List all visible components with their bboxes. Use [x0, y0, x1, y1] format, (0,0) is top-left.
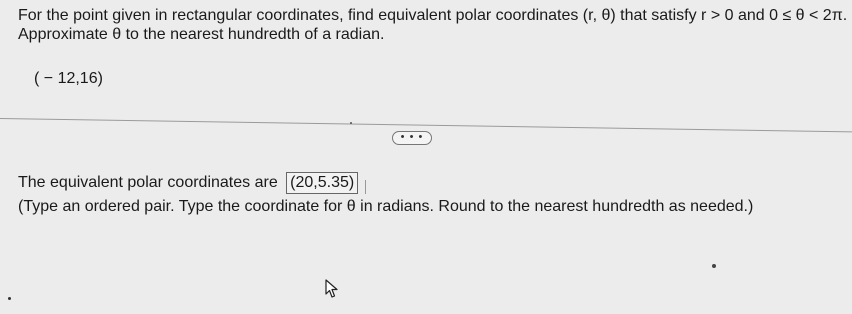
answer-prefix: The equivalent polar coordinates are: [18, 174, 278, 191]
question-text: [18, 6, 848, 44]
stray-dot: [350, 122, 352, 124]
question-line-2: Approximate θ to the nearest hundredth of a radian.: [18, 26, 385, 43]
stray-dot: [712, 264, 716, 268]
question-line-1: For the point given in rectangular coordinates, find equivalent polar coordinates (r, θ) that satisfy r > 0 and 0 ≤ θ < 2π.: [18, 7, 848, 24]
expand-more-button[interactable]: • • •: [392, 131, 432, 145]
instruction-text: (Type an ordered pair. Type the coordinate for θ in radians. Round to the nearest hundredth as needed.): [18, 198, 754, 215]
given-point: ( − 12,16): [34, 70, 103, 87]
stray-dot: [8, 297, 11, 300]
answer-line: [18, 172, 369, 194]
text-cursor: [365, 180, 369, 194]
answer-input[interactable]: (20,5.35): [286, 172, 358, 194]
mouse-pointer-icon: [325, 279, 339, 299]
